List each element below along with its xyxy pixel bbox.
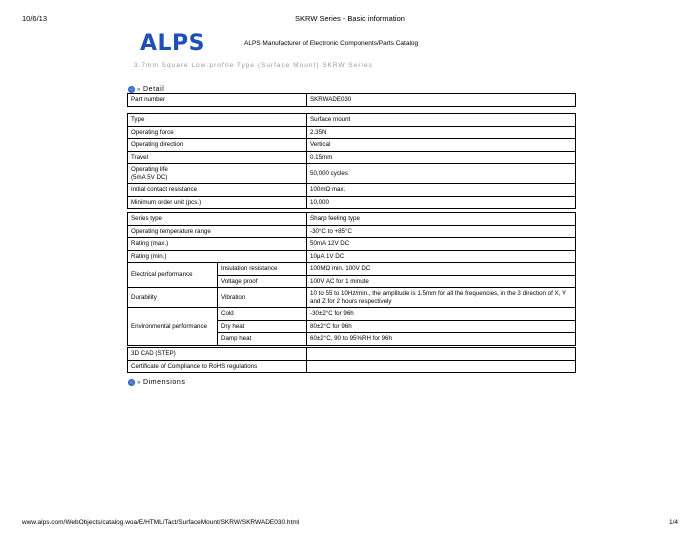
spec-label: Rating (max.) [128, 238, 307, 251]
table-row [128, 114, 576, 127]
chevron-right-icon: » [137, 86, 141, 93]
table-row [128, 360, 576, 373]
table-row [128, 238, 576, 251]
spec-value: 0.15mm [307, 151, 576, 164]
bullet-icon [128, 86, 135, 93]
spec-label: Operating direction [128, 139, 307, 152]
spec-value: 10 to 55 to 10Hz/min., the amplitude is 1.5mm for all the frequencies, in the 3 direction of X, Y and Z for 2 hours respectively [307, 288, 576, 308]
detail-section-heading [128, 86, 164, 93]
basic-spec-table [127, 113, 576, 209]
spec-value: -30±2°C for 96h [307, 308, 576, 321]
spec-label: Type [128, 114, 307, 127]
group-label: Durability [128, 288, 218, 308]
table-row [128, 288, 576, 308]
sub-label: Vibration [218, 288, 307, 308]
bullet-icon [128, 379, 135, 386]
cad-value[interactable] [307, 348, 576, 361]
spec-label: Series type [128, 213, 307, 226]
group-label: Electrical performance [128, 263, 218, 288]
spec-label: Operating life (5mA 5V DC) [128, 164, 307, 184]
table-row [128, 139, 576, 152]
spec-label: Operating temperature range [128, 225, 307, 238]
spec-value: 50mA 12V DC [307, 238, 576, 251]
part-number-value: SKRWADE030 [307, 94, 576, 107]
table-row [128, 196, 576, 209]
table-row [128, 151, 576, 164]
spec-label: Minimum order unit (pcs.) [128, 196, 307, 209]
spec-value: -30°C to +85°C [307, 225, 576, 238]
sub-label: Dry heat [218, 320, 307, 333]
spec-value: 100MΩ min. 100V DC [307, 263, 576, 276]
spec-value: 2.35N [307, 126, 576, 139]
spec-value: 50,000 cycles [307, 164, 576, 184]
table-row [128, 164, 576, 184]
table-row [128, 213, 576, 226]
dimensions-heading-label: Dimensions [142, 379, 186, 386]
spec-value: 10,000 [307, 196, 576, 209]
dimensions-section-heading [128, 379, 186, 386]
table-row [128, 225, 576, 238]
spec-value: 10μA 1V DC [307, 250, 576, 263]
spec-value: 100V AC for 1 minute [307, 275, 576, 288]
spec-value: Vertical [307, 139, 576, 152]
spec-label: Initial contact resistance [128, 184, 307, 197]
table-row [128, 94, 576, 107]
print-title: SKRW Series - Basic information [295, 14, 405, 23]
sub-label: Insulation resistance [218, 263, 307, 276]
catalog-tagline: ALPS Manufacturer of Electronic Components/Parts Catalog [244, 40, 419, 47]
table-row [128, 348, 576, 361]
chevron-right-icon: » [137, 379, 141, 386]
cad-label: 3D CAD (STEP) [128, 348, 307, 361]
spec-value: Surface mount [307, 114, 576, 127]
sub-label: Cold [218, 308, 307, 321]
sub-label: Damp heat [218, 333, 307, 346]
table-row [128, 308, 576, 321]
sub-label: Voltage proof [218, 275, 307, 288]
print-date: 10/6/13 [22, 14, 48, 23]
spec-value: 80±2°C for 96h [307, 320, 576, 333]
spec-label: Rating (min.) [128, 250, 307, 263]
spec-label: Operating force [128, 126, 307, 139]
table-row [128, 250, 576, 263]
rohs-value[interactable] [307, 360, 576, 373]
table-row [128, 184, 576, 197]
spec-value: 60±2°C, 90 to 95%RH for 96h [307, 333, 576, 346]
page-url: www.alps.com/WebObjects/catalog.woa/E/HTML/Tact/SurfaceMount/SKRW/SKRWADE030.html [22, 519, 300, 526]
series-title: 3.7mm Square Low-profile Type (Surface Mount) SKRW Series [134, 62, 373, 69]
table-row [128, 126, 576, 139]
series-spec-table [127, 212, 576, 346]
spec-label: Travel [128, 151, 307, 164]
rohs-label: Certificate of Compliance to RoHS regulations [128, 360, 307, 373]
part-number-table [127, 93, 576, 107]
part-number-label: Part number [128, 94, 307, 107]
page-number: 1/4 [668, 519, 678, 526]
print-header [0, 14, 700, 26]
group-label: Environmental performance [128, 308, 218, 346]
table-row [128, 263, 576, 276]
downloads-table [127, 347, 576, 373]
spec-value: 100mΩ max. [307, 184, 576, 197]
spec-value: Sharp feeling type [307, 213, 576, 226]
alps-logo[interactable]: ALPS [140, 31, 206, 56]
detail-heading-label: Detail [142, 86, 165, 93]
